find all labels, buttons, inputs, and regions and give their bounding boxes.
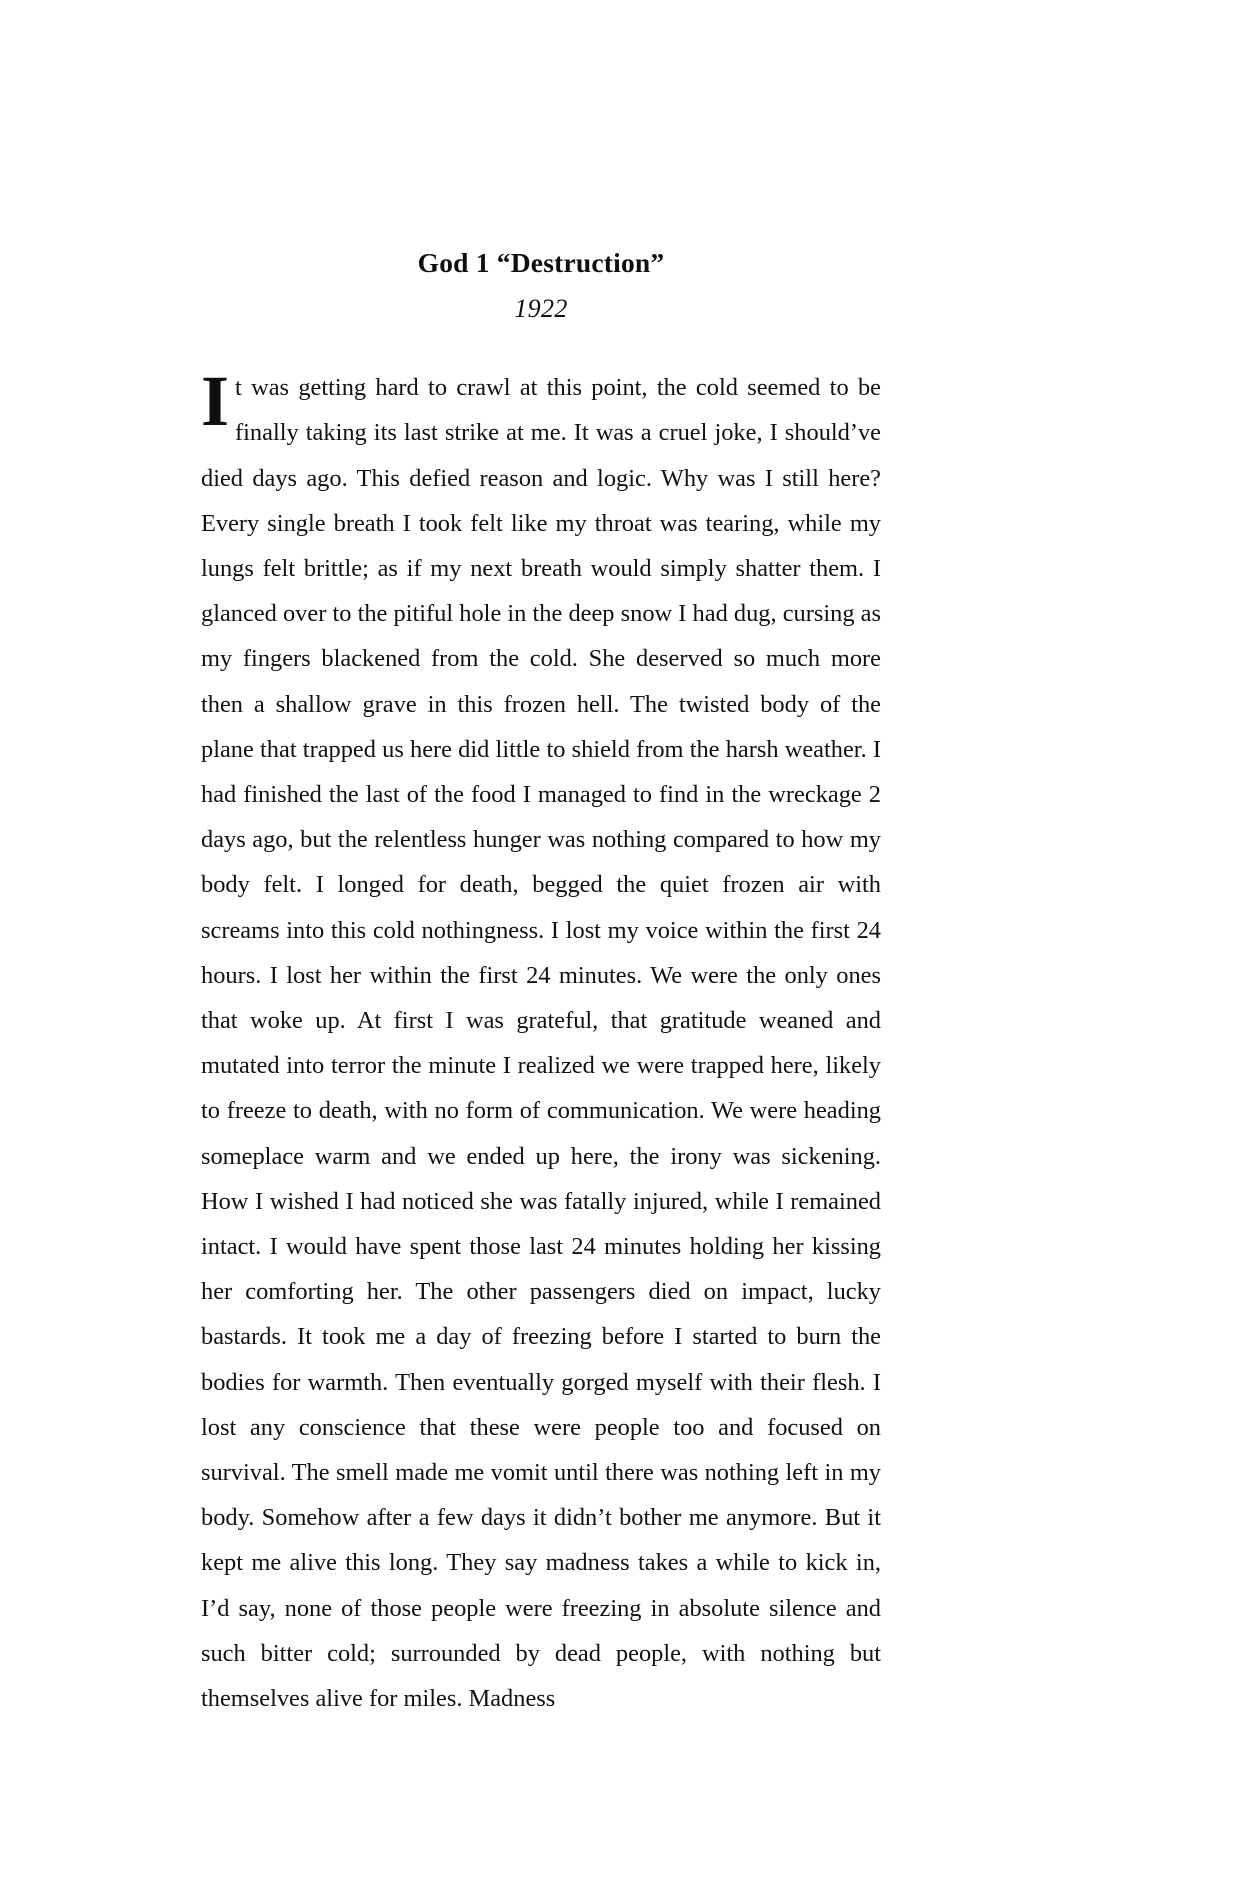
- chapter-date: 1922: [514, 294, 568, 323]
- page-content-column: [201, 0, 881, 1721]
- chapter-title: God 1 “Destruction”: [417, 247, 665, 278]
- body-paragraph: It was getting hard to crawl at this point, the cold seemed to be finally taking its last strike at me. It was a cruel joke, I should’ve died days ago. This defied reason and logic. Why was I still here? Every single breath I took felt like my throat was tearing, while my lungs felt brittle; as if my next breath would simply shatter them. I glanced over to the pitiful hole in the deep snow I had dug, cursing as my fingers blackened from the cold. She deserved so much more then a shallow grave in this frozen hell. The twisted body of the plane that trapped us here did little to shield from the harsh weather. I had finished the last of the food I managed to find in the wreckage 2 days ago, but the relentless hunger was nothing compared to how my body felt. I longed for death, begged the quiet frozen air with screams into this cold nothingness. I lost my voice within the first 24 hours. I lost her within the first 24 minutes. We were the only ones that woke up. At first I was grateful, that gratitude weaned and mutated into terror the minute I realized we were trapped here, likely to freeze to death, with no form of communication. We were heading someplace warm and we ended up here, the irony was sickening. How I wished I had noticed she was fatally injured, while I remained intact. I would have spent those last 24 minutes holding her kissing her comforting her. The other passengers died on impact, lucky bastards. It took me a day of freezing before I started to burn the bodies for warmth. Then eventually gorged myself with their flesh. I lost any conscience that these were people too and focused on survival. The smell made me vomit until there was nothing left in my body. Somehow after a few days it didn’t bother me anymore. But it kept me alive this long. They say madness takes a while to kick in, I’d say, none of those people were freezing in absolute silence and such bitter cold; surrounded by dead people, with nothing but themselves alive for miles. Madness: [201, 361, 881, 1713]
